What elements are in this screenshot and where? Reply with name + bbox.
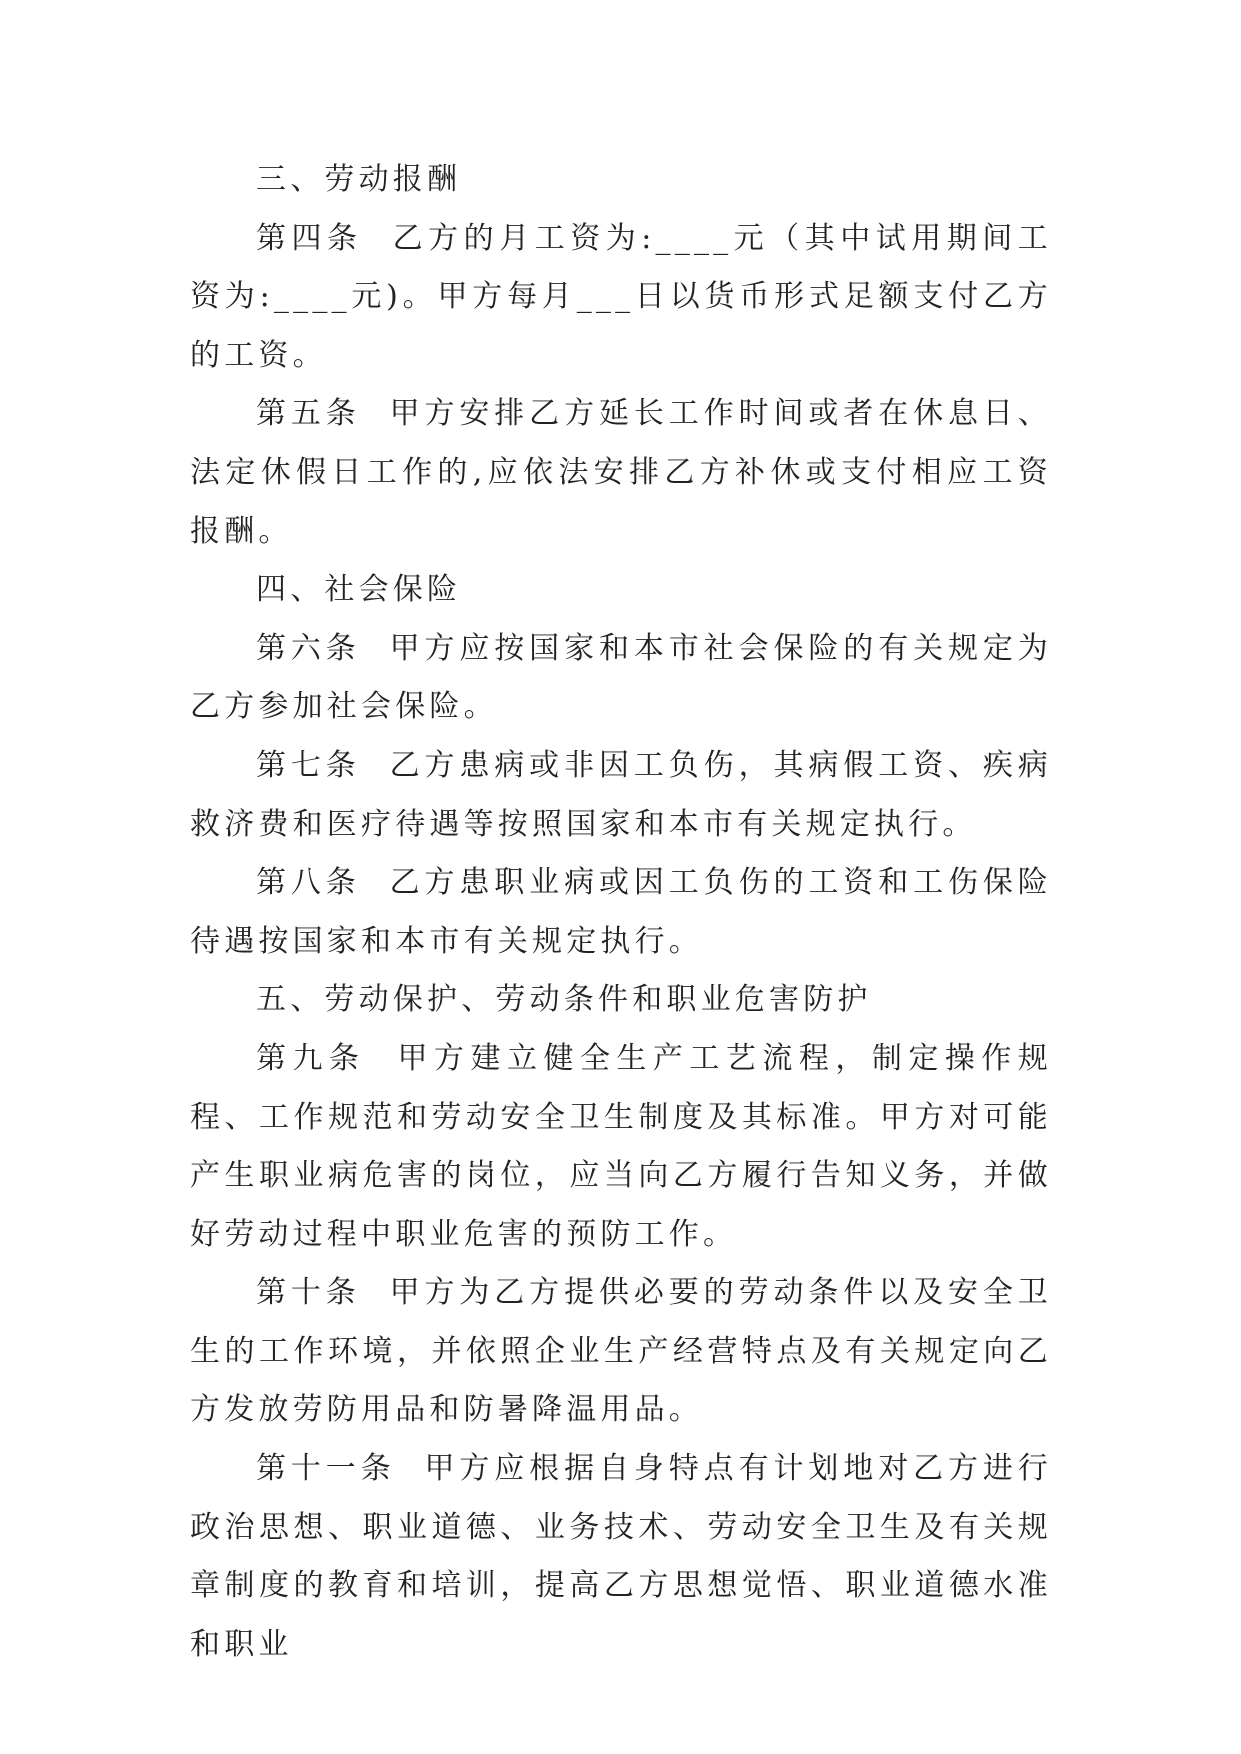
section-heading-social-insurance: 四、社会保险 (256, 572, 462, 608)
article-6-paragraph: 第六条 甲方应按国家和本市社会保险的有关规定为乙方参加社会保险。 (190, 630, 1052, 725)
section-heading-labor-protection: 五、劳动保护、劳动条件和职业危害防护 (256, 982, 872, 1018)
article-5-paragraph: 第五条 甲方安排乙方延长工作时间或者在休息日、法定休假日工作的,应依法安排乙方补休或支付相应工资报酬。 (190, 396, 1052, 549)
article-8-paragraph: 第八条 乙方患职业病或因工负伤的工资和工伤保险待遇按国家和本市有关规定执行。 (190, 865, 1052, 959)
section-heading-labor-remuneration: 三、劳动报酬 (256, 162, 462, 197)
article-7-paragraph: 第七条 乙方患病或非因工负伤，其病假工资、疾病救济费和医疗待遇等按照国家和本市有关规定执行。 (190, 747, 1052, 842)
article-11-paragraph: 第十一条 甲方应根据自身特点有计划地对乙方进行政治思想、职业道德、业务技术、劳动安全卫生及有关规章制度的教育和培训，提高乙方思想觉悟、职业道德水准和职业 (190, 1451, 1052, 1662)
article-9-paragraph: 第九条 甲方建立健全生产工艺流程，制定操作规程、工作规范和劳动安全卫生制度及其标准。甲方对可能产生职业病危害的岗位，应当向乙方履行告知义务，并做好劳动过程中职业危害的预防工作。 (190, 1040, 1052, 1252)
article-4-paragraph: 第四条 乙方的月工资为:____元（其中试用期间工资为:____元)。甲方每月___日以货币形式足额支付乙方的工资。 (190, 220, 1052, 373)
article-10-paragraph: 第十条 甲方为乙方提供必要的劳动条件以及安全卫生的工作环境，并依照企业生产经营特点及有关规定向乙方发放劳防用品和防暑降温用品。 (190, 1275, 1052, 1428)
document-body (190, 151, 1052, 1674)
